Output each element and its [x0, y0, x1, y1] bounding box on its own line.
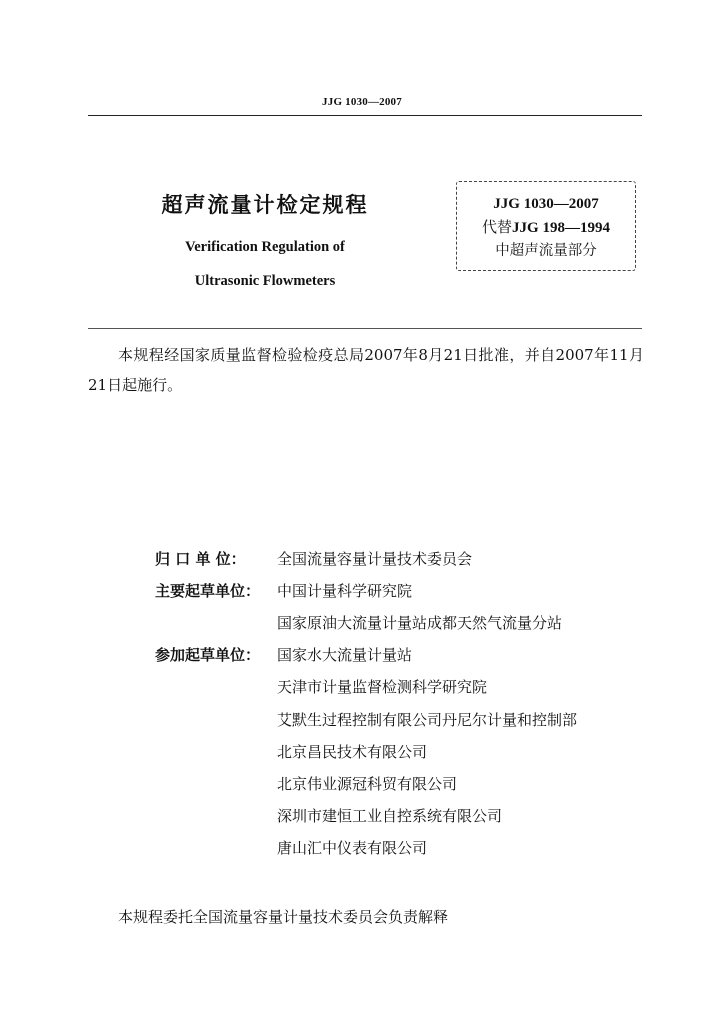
title-english-line2: Ultrasonic Flowmeters: [194, 273, 336, 289]
header-standard-code: JJG 1030—2007: [322, 96, 402, 108]
org-row: [155, 735, 577, 767]
org-row: [155, 606, 577, 638]
title-english-line1: Verification Regulation of: [185, 239, 345, 255]
responsible-unit-label: 归 口 单 位：: [155, 549, 246, 568]
participating-unit: 深圳市建恒工业自控系统有限公司: [277, 807, 503, 826]
org-row: [155, 574, 577, 606]
title-block: [100, 190, 430, 298]
section-rule: [88, 328, 642, 329]
participating-unit: 唐山汇中仪表有限公司: [277, 839, 428, 858]
participating-drafting-label: 参加起草单位：: [155, 646, 261, 665]
standard-box-replaces-prefix: 代替: [482, 218, 513, 236]
participating-unit: 北京伟业源冠科贸有限公司: [277, 774, 458, 793]
standard-box-replaces-code: JJG 198—1994: [512, 220, 610, 236]
org-row: [155, 800, 577, 832]
org-row: [155, 639, 577, 671]
main-drafting-unit: 国家原油大流量计量站成都天然气流量分站: [277, 613, 563, 632]
participating-unit: 天津市计量监督检测科学研究院: [277, 678, 488, 697]
interpretation-note: 本规程委托全国流量容量计量技术委员会负责解释: [118, 908, 449, 926]
standard-box-replaces: [457, 216, 635, 240]
participating-unit: 北京昌民技术有限公司: [277, 742, 428, 761]
participating-unit: 国家水大流量计量站: [277, 646, 413, 665]
main-drafting-unit: 中国计量科学研究院: [277, 581, 413, 600]
main-drafting-label: 主要起草单位：: [155, 581, 261, 600]
standard-box: [456, 181, 636, 271]
approval-statement: 本规程经国家质量监督检验检疫总局2007年8月21日批准，并自2007年11月21日起施行。: [88, 346, 644, 394]
standard-box-replaces-part: 中超声流量部分: [495, 243, 597, 259]
org-row: [155, 767, 577, 799]
org-row: [155, 542, 577, 574]
organizations-table: [155, 542, 577, 864]
header-rule: [88, 115, 642, 116]
org-row: [155, 703, 577, 735]
participating-unit: 艾默生过程控制有限公司丹尼尔计量和控制部: [277, 710, 578, 729]
responsible-unit: 全国流量容量计量技术委员会: [277, 549, 473, 568]
org-row: [155, 832, 577, 864]
standard-box-code: JJG 1030—2007: [493, 196, 599, 212]
org-row: [155, 671, 577, 703]
title-chinese: 超声流量计检定规程: [161, 193, 369, 217]
